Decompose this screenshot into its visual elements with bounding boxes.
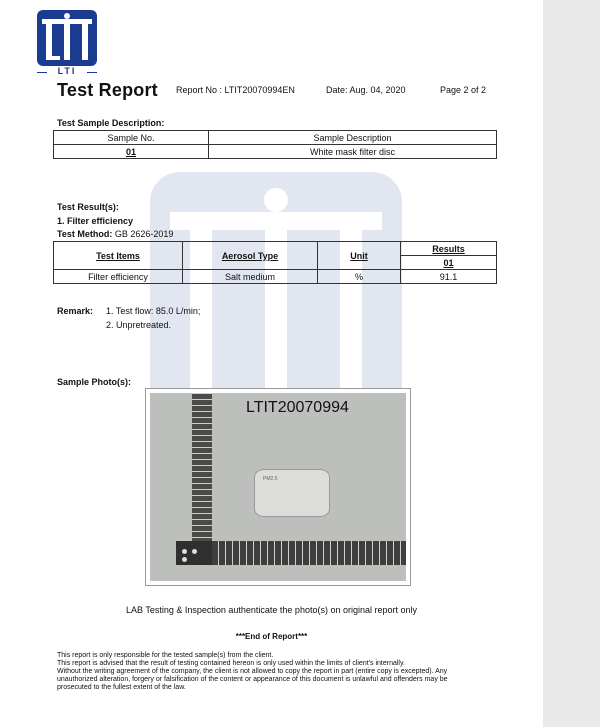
photo-caption: LAB Testing & Inspection authenticate the photo(s) on original report only [125, 605, 417, 615]
col-results: Results [401, 242, 497, 256]
disclaimer-line: This report is advised that the result of testing contained hereon is only used within the limits of client's internally. [57, 660, 405, 667]
rivet [182, 557, 187, 562]
disclaimer-line: Without the writing agreement of the company, the client is not allowed to copy the report in part (entire copy is excepted). Any unauthorized alteration, forgery or falsification of the content or appearance of this document is unlawful and offenders may be prosecuted to the fullest extent of the law. [57, 668, 448, 691]
remark-label: Remark: [57, 306, 94, 316]
report-number: Report No : LTIT20070994EN [176, 85, 295, 95]
sample-table [53, 130, 497, 159]
test-method-value: GB 2626-2019 [114, 229, 174, 239]
lti-logo [37, 10, 97, 66]
remark-item: 1. Test flow: 85.0 L/min; [106, 306, 201, 316]
col-test-items: Test Items [54, 242, 183, 270]
viewer-background [543, 0, 600, 727]
report-date: Date: Aug. 04, 2020 [326, 85, 406, 95]
sample-no-cell: 01 [54, 145, 209, 159]
col-results-sample: 01 [401, 256, 497, 270]
rivet [192, 549, 197, 554]
page-number: Page 2 of 2 [440, 85, 487, 95]
result-aerosol-cell: Salt medium [183, 270, 318, 284]
photo-sample-id: LTIT20070994 [246, 399, 349, 416]
sample-photo-image [150, 393, 406, 581]
remark-item: 2. Unpretreated. [106, 320, 172, 330]
col-unit: Unit [318, 242, 401, 270]
end-of-report: ***End of Report*** [235, 632, 308, 641]
sample-description-heading: Test Sample Description: [57, 118, 165, 128]
result-item-cell: Filter efficiency [54, 270, 183, 284]
report-title: Test Report [57, 80, 158, 100]
test-method [57, 229, 173, 239]
filter-disc [254, 469, 330, 517]
test-method-label: Test Method: [57, 229, 113, 239]
col-sample-no: Sample No. [54, 131, 209, 145]
logo-text: LTI [37, 66, 97, 78]
result-unit-cell: % [318, 270, 401, 284]
filter-disc-label: PM2.5 [263, 476, 278, 482]
disclaimer-line: This report is only responsible for the tested sample(s) from the client. [57, 652, 274, 659]
results-table [53, 241, 497, 284]
rivet [182, 549, 187, 554]
sample-photo [145, 388, 411, 586]
filter-efficiency-heading: 1. Filter efficiency [57, 216, 134, 226]
sample-photo-label: Sample Photo(s): [57, 377, 132, 387]
results-heading: Test Result(s): [57, 202, 119, 212]
ruler-vertical [192, 393, 212, 553]
result-value-cell: 91.1 [401, 270, 497, 284]
sample-description-cell: White mask filter disc [209, 145, 497, 159]
col-sample-description: Sample Description [209, 131, 497, 145]
col-aerosol-type: Aerosol Type [183, 242, 318, 270]
